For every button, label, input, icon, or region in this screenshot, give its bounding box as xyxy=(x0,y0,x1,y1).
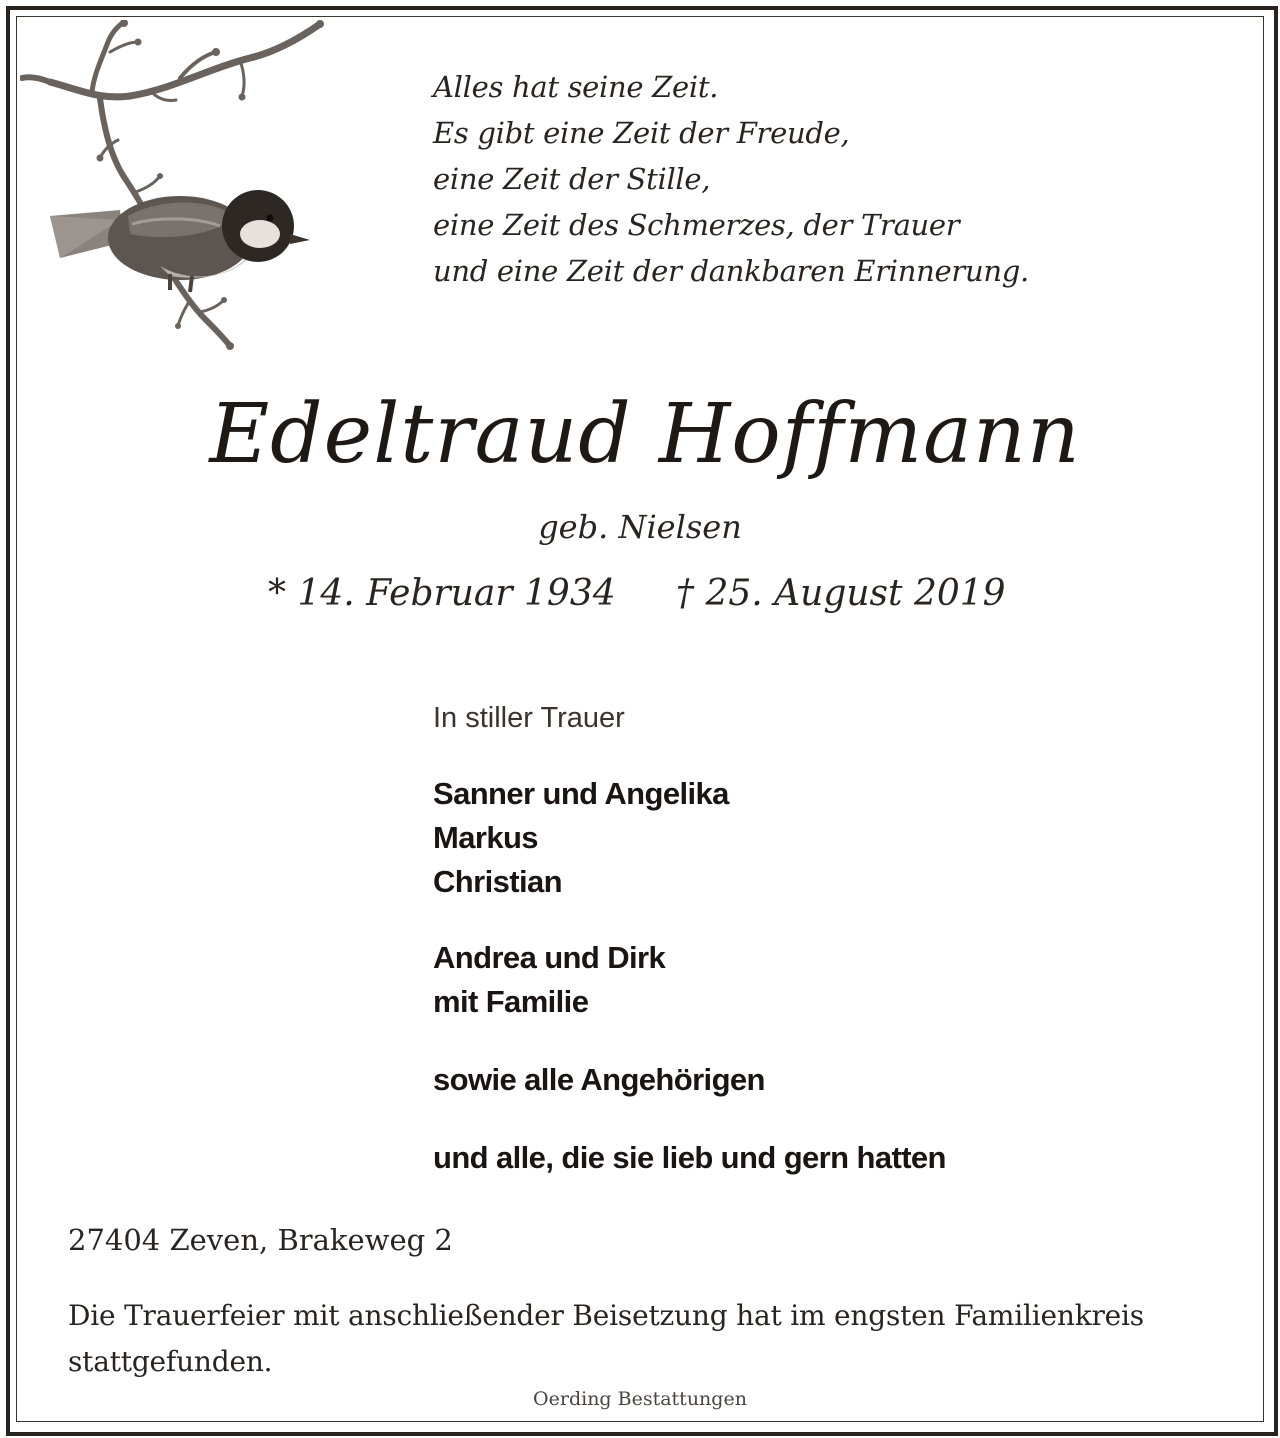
deceased-name: Edeltraud Hoffmann xyxy=(209,387,1081,482)
mourner-line: Markus xyxy=(433,820,538,855)
poem-line: eine Zeit des Schmerzes, der Trauer xyxy=(433,208,960,242)
poem-line: Es gibt eine Zeit der Freude, xyxy=(433,116,850,150)
undertaker-name: Oerding Bestattungen xyxy=(533,1388,747,1410)
mourning-intro: In stiller Trauer xyxy=(433,702,625,734)
poem-line: und eine Zeit der dankbaren Erinnerung. xyxy=(433,254,1029,288)
mourner-line: sowie alle Angehörigen xyxy=(433,1062,765,1097)
death-date: † 25. August 2019 xyxy=(676,573,1006,614)
maiden-name: geb. Nielsen xyxy=(538,508,742,546)
birth-date: * 14. Februar 1934 xyxy=(268,573,616,614)
funeral-notice: Die Trauerfeier mit anschließender Beisetzung hat im engsten Familienkreis stattgefunden. xyxy=(68,1299,1144,1378)
mourner-line: Christian xyxy=(433,864,562,899)
mourner-group xyxy=(433,772,729,904)
mourner-line: mit Familie xyxy=(433,984,589,1019)
address: 27404 Zeven, Brakeweg 2 xyxy=(68,1223,453,1257)
mourner-group xyxy=(433,936,665,1024)
mourner-line: und alle, die sie lieb und gern hatten xyxy=(433,1140,946,1175)
poem-line: Alles hat seine Zeit. xyxy=(433,70,719,104)
bird-on-branch-icon xyxy=(20,20,330,350)
mourner-line: Sanner und Angelika xyxy=(433,776,729,811)
mourner-line: Andrea und Dirk xyxy=(433,940,666,975)
poem-line: eine Zeit der Stille, xyxy=(433,162,711,196)
poem xyxy=(433,64,1029,294)
